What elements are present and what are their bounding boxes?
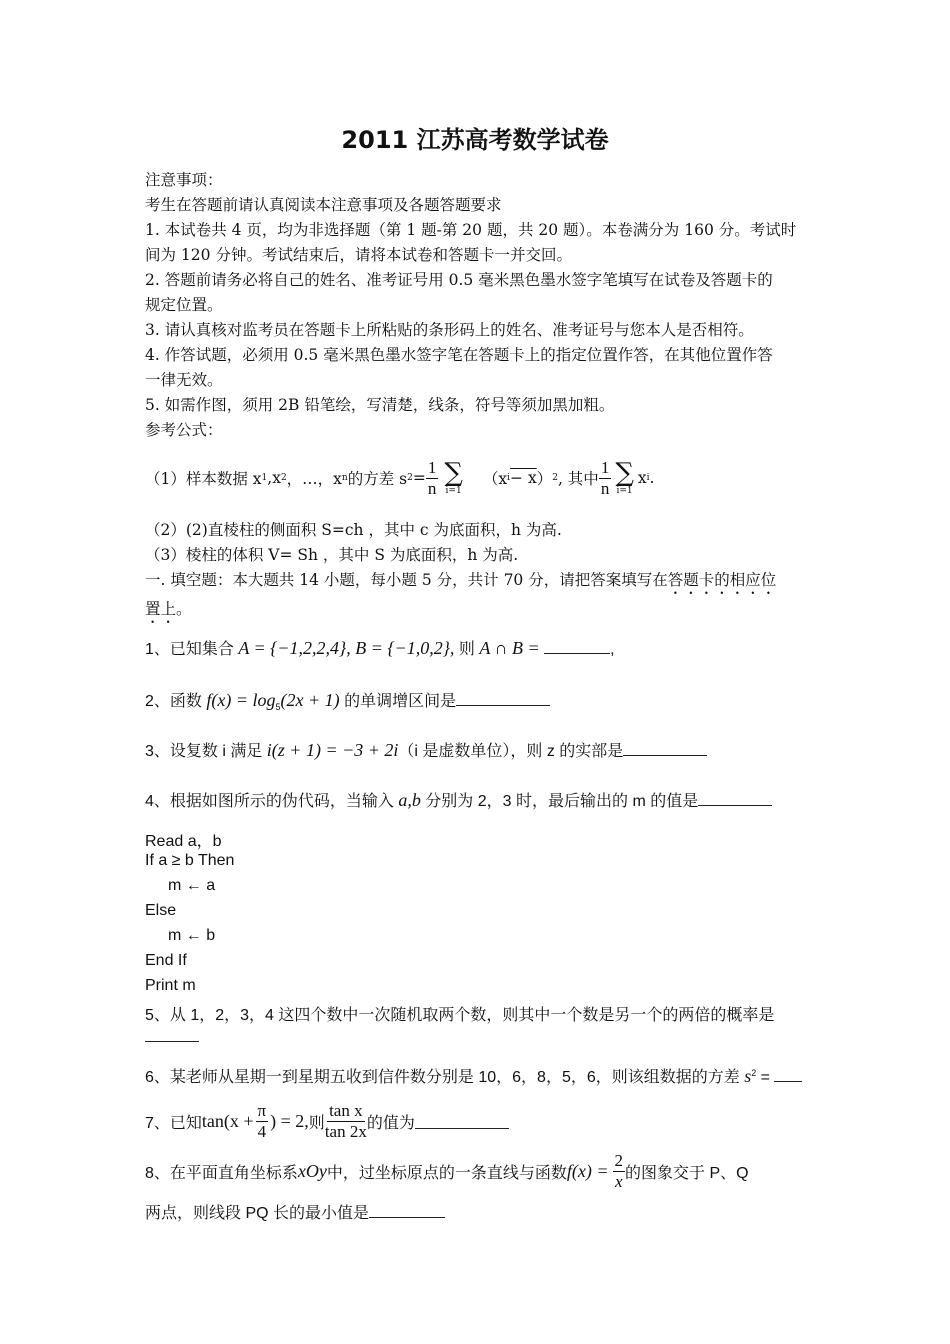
- sigma-lower-b: i=1: [616, 486, 633, 496]
- formula-1-eq: =: [412, 469, 426, 487]
- question-7: [145, 1098, 509, 1144]
- page-title: 2011 江苏高考数学试卷: [341, 126, 609, 154]
- question-3: [145, 738, 707, 761]
- sigma-icon: ∑: [444, 458, 463, 488]
- notice-intro: 考生在答题前请认真阅读本注意事项及各题答题要求: [145, 196, 502, 214]
- code-line-else: Else: [145, 902, 177, 919]
- q7-ratio-num: tan x: [329, 1100, 363, 1120]
- section-1-heading-cont: [145, 597, 192, 627]
- xi-symbol: x: [637, 469, 647, 487]
- notice-item-3: 3. 请认真核对监考员在答题卡上所粘贴的条形码上的姓名、准考证号与您本人是否相符。: [145, 321, 754, 339]
- subscript-2: 2: [280, 473, 287, 483]
- formula-1-minus-xbar: − x: [510, 469, 537, 487]
- q8-b: 两点，则线段 PQ 长的最小值是: [145, 1205, 370, 1222]
- q7-tan: tan(x +: [201, 1110, 254, 1131]
- formula-1-var: 的方差 s: [347, 470, 408, 488]
- q8-f: f(x) =: [566, 1160, 609, 1181]
- sigma-sum-b: [615, 460, 634, 496]
- formula-1-where: , 其中: [557, 470, 599, 488]
- q2-prefix: 2、函数: [145, 693, 207, 710]
- formula-1-mid: ，…，x: [286, 470, 342, 488]
- superscript-2: 2: [407, 473, 413, 483]
- answer-blank-6[interactable]: [774, 1067, 802, 1082]
- code-line-assign-b: m ← b: [168, 927, 216, 944]
- q1-end: ,: [610, 641, 615, 658]
- fraction-denominator: n: [427, 478, 437, 498]
- question-5-blank-line: [145, 1027, 199, 1046]
- formula-1-close: ）: [536, 470, 553, 488]
- section-1-emphasis-a: 答题卡的相应位: [667, 571, 777, 589]
- subscript-n: n: [341, 473, 348, 483]
- sigma-icon-b: ∑: [615, 458, 634, 488]
- notice-heading: 注意事项：: [145, 171, 223, 189]
- answer-blank-7[interactable]: [415, 1114, 509, 1129]
- q2-log-base: 5: [275, 702, 281, 712]
- q1-mid: 则: [454, 641, 480, 658]
- fraction-1-over-n-b: [599, 458, 612, 499]
- subscript-1: 1: [261, 473, 268, 483]
- q7-ratio: [325, 1101, 367, 1142]
- q2-post: 的单调增区间是: [339, 693, 457, 710]
- q8-mid: 中，过坐标原点的一条直线与函数: [326, 1164, 567, 1182]
- q6-s: s: [744, 1066, 752, 1086]
- q8-fraction: [613, 1151, 626, 1192]
- q8-two: 2: [614, 1150, 624, 1170]
- answer-blank-4[interactable]: [698, 791, 772, 806]
- q6-eq: =: [756, 1069, 775, 1086]
- q4-prefix: 4、根据如图所示的伪代码，当输入: [145, 793, 399, 810]
- period: .: [649, 469, 655, 487]
- q3-post: （i 是虚数单位），则 z 的实部是: [398, 743, 624, 760]
- q3-expr: i(z + 1) = −3 + 2i: [266, 740, 399, 760]
- notice-item-1a: 1. 本试卷共 4 页，均为非选择题（第 1 题-第 20 题，共 20 题）。本卷满分为 160 分。考试时: [145, 221, 797, 239]
- q1-prefix: 1、已知集合: [145, 641, 239, 658]
- q7-mid: 则: [308, 1114, 325, 1132]
- q7-pi: π: [257, 1100, 267, 1120]
- q7-post: 的值为: [366, 1114, 415, 1132]
- formula-heading: 参考公式：: [145, 421, 223, 439]
- fraction-denominator-b: n: [600, 478, 610, 498]
- q6-sup: 2: [751, 1068, 757, 1078]
- notice-item-4a: 4. 作答试题，必须用 0.5 毫米黑色墨水签字笔在答题卡上的指定位置作答，在其他位置作答: [145, 346, 773, 364]
- question-8-cont: [145, 1200, 445, 1223]
- sigma-lower: i=1: [445, 486, 462, 496]
- code-line-read: Read a，b: [145, 833, 222, 850]
- code-line-endif: End If: [145, 952, 187, 969]
- section-1-end: 。: [176, 600, 192, 618]
- section-1-text: 一. 填空题：本大题共 14 小题，每小题 5 分，共计 70 分，请把答案填写在: [145, 571, 668, 589]
- answer-blank-1[interactable]: [544, 639, 610, 654]
- q7-pi-over-4: [256, 1101, 269, 1142]
- formula-1-xi: （x: [482, 470, 508, 488]
- answer-blank-2[interactable]: [456, 691, 550, 706]
- q8-x: x: [615, 1171, 623, 1191]
- code-line-assign-a: m ← a: [168, 877, 216, 894]
- answer-blank-3[interactable]: [623, 741, 707, 756]
- question-4: [145, 788, 772, 811]
- q1-expr: A ∩ B =: [479, 638, 540, 658]
- question-1: [145, 636, 615, 659]
- answer-blank-8[interactable]: [369, 1203, 445, 1218]
- formula-1: （1）样本数据 x 1 ,x 2 ，…，x n 的方差 s 2 = $\frac{1}{n}$ ∑ i=1 （x i − x ） 2 , 其中 $\frac{1}{n}$ ∑ i=1 x i .: [145, 457, 655, 498]
- code-line-if: If a ≥ b Then: [145, 852, 235, 869]
- q1-sets: A = {−1,2,2,4}, B = {−1,0,2},: [238, 638, 455, 658]
- q6-prefix: 6、某老师从星期一到星期五收到信件数分别是 10，6，8，5，6，则该组数据的方差: [145, 1069, 745, 1086]
- q4-post: 分别为 2，3 时，最后输出的 m 的值是: [420, 793, 699, 810]
- subscript-i: i: [507, 473, 511, 483]
- subscript-i-b: i: [646, 473, 650, 483]
- q2-arg: (2x + 1): [280, 690, 340, 710]
- code-line-print: Print m: [145, 977, 196, 994]
- q8-prefix: 8、在平面直角坐标系: [145, 1164, 298, 1182]
- q3-prefix: 3、设复数 i 满足: [145, 743, 267, 760]
- formula-2: （2）(2)直棱柱的侧面积 S=ch ，其中 c 为底面积，h 为高.: [145, 521, 562, 539]
- question-8: [145, 1148, 749, 1194]
- notice-item-5: 5. 如需作图，须用 2B 铅笔绘，写清楚，线条，符号等须加黑加粗。: [145, 396, 615, 414]
- notice-item-2b: 规定位置。: [145, 296, 223, 314]
- section-1-emphasis-b: 置上: [145, 600, 177, 618]
- formula-3: （3）棱柱的体积 V= Sh ，其中 S 为底面积，h 为高.: [145, 546, 519, 564]
- fraction-numerator: 1: [427, 457, 437, 477]
- q7-four: 4: [257, 1121, 267, 1141]
- fraction-numerator-b: 1: [600, 457, 610, 477]
- q8-xoy: xOy: [297, 1160, 327, 1181]
- answer-blank-5[interactable]: [145, 1027, 199, 1042]
- q7-prefix: 7、已知: [145, 1114, 202, 1132]
- q7-eq: ) = 2,: [270, 1110, 309, 1131]
- notice-item-4b: 一律无效。: [145, 371, 223, 389]
- notice-item-1b: 间为 120 分钟。考试结束后，请将本试卷和答题卡一并交回。: [145, 246, 572, 264]
- superscript-2b: 2: [552, 473, 558, 483]
- formula-1-prefix: （1）样本数据 x: [145, 470, 262, 488]
- question-6: [145, 1064, 802, 1087]
- question-2: [145, 688, 550, 712]
- q4-ab: a,b: [398, 790, 421, 810]
- notice-item-2a: 2. 答题前请务必将自己的姓名、准考证号用 0.5 毫米黑色墨水签字笔填写在试卷及答题卡的: [145, 271, 773, 289]
- question-5: 5、从 1，2，3，4 这四个数中一次随机取两个数，则其中一个数是另一个的两倍的概率是: [145, 1007, 775, 1024]
- section-1-heading: [145, 568, 776, 598]
- fraction-1-over-n: [426, 458, 439, 499]
- sigma-sum: [444, 460, 463, 496]
- q7-ratio-den: tan 2x: [324, 1121, 367, 1141]
- q8-post: 的图象交于 P、Q: [625, 1164, 749, 1182]
- q2-expr: f(x) = log: [206, 690, 276, 710]
